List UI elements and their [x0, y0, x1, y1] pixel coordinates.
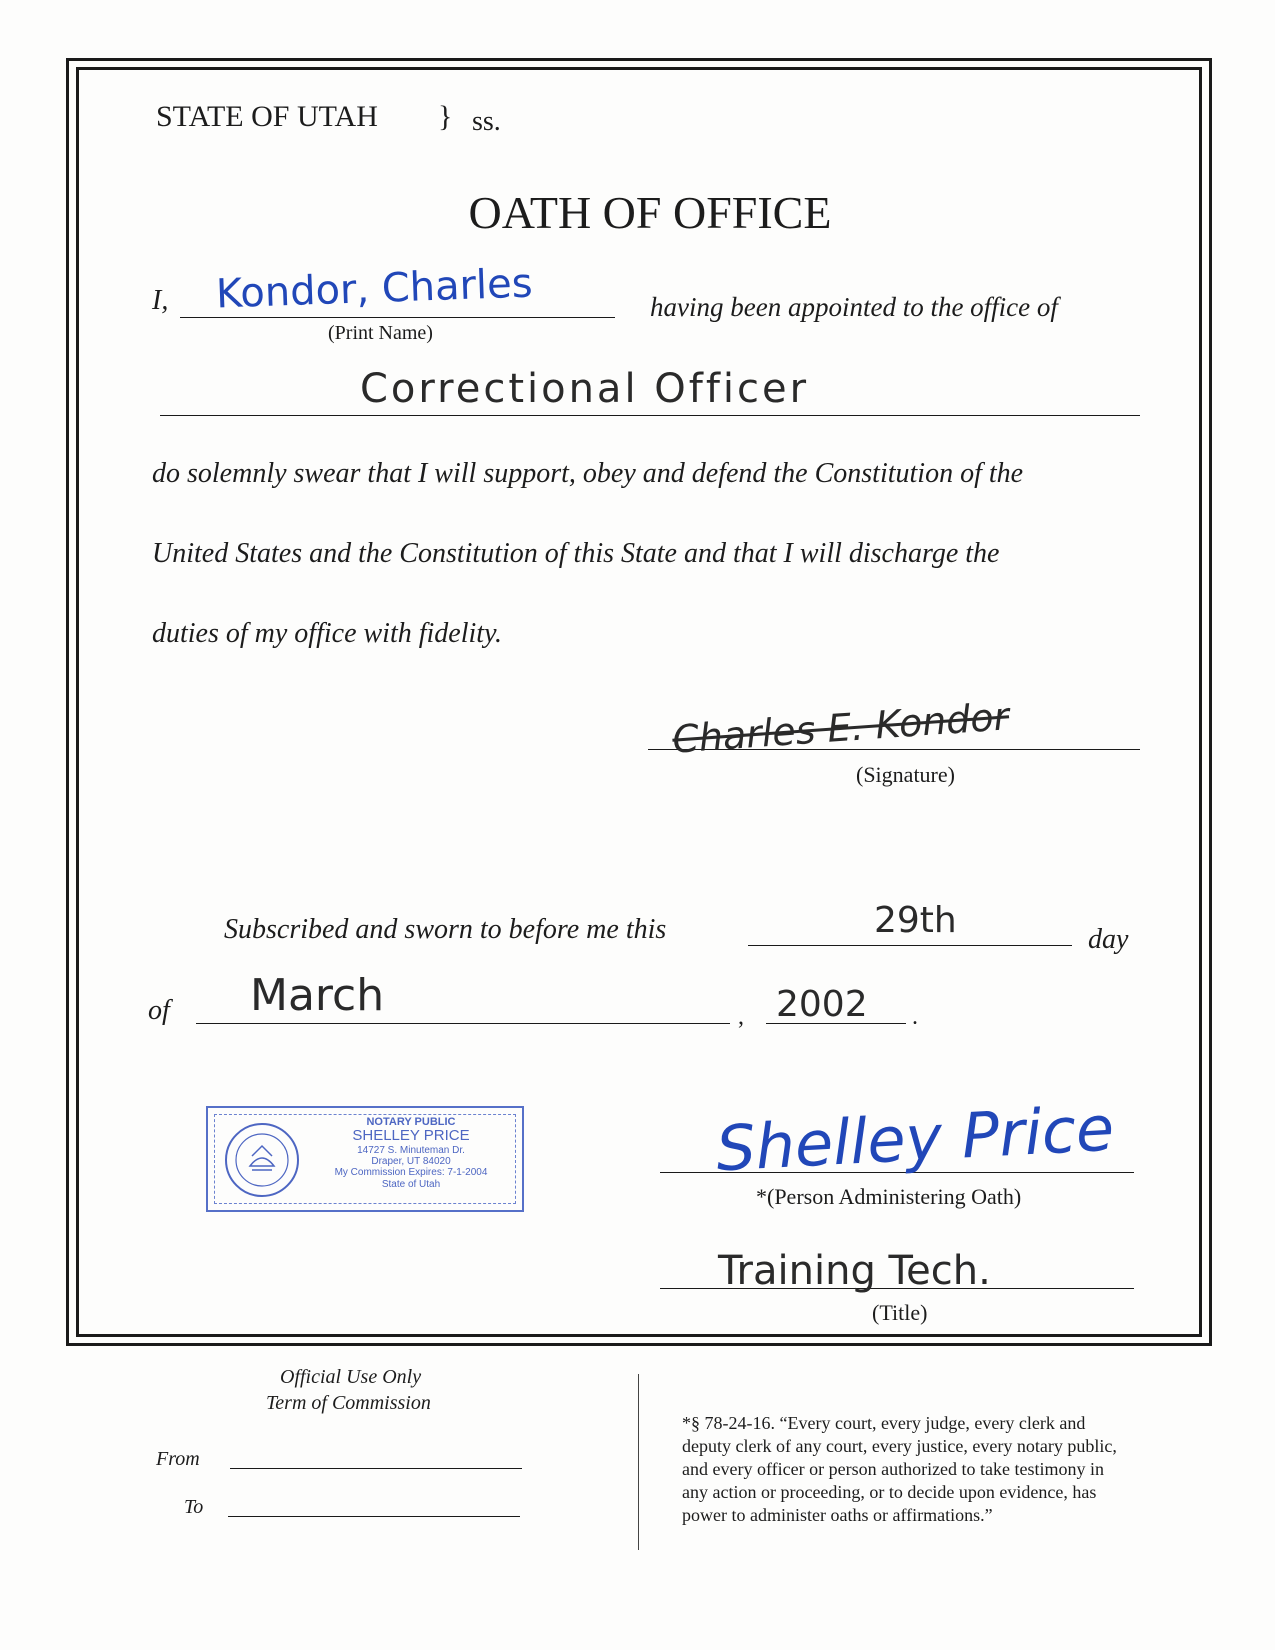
oath-body-line-3: duties of my office with fidelity. — [152, 618, 502, 649]
printed-name-handwriting: Kondor, Charles — [215, 260, 534, 318]
to-line — [228, 1516, 520, 1517]
term-of-commission-heading: Term of Commission — [266, 1392, 431, 1414]
section-divider — [638, 1374, 639, 1550]
statute-line-2: deputy clerk of any court, every justice, every notary public, — [682, 1436, 1117, 1456]
administrator-caption: *(Person Administering Oath) — [756, 1184, 1022, 1209]
from-label: From — [156, 1448, 200, 1470]
subscribed-text: Subscribed and sworn to before me this — [224, 914, 667, 945]
stamp-line-3: 14727 S. Minuteman Dr. — [357, 1145, 465, 1157]
stamp-line-5: My Commission Expires: 7-1-2004 — [334, 1167, 488, 1179]
comma: , — [738, 1004, 744, 1030]
month-handwriting: March — [250, 970, 385, 1021]
intro-i: I, — [152, 285, 169, 316]
from-line — [230, 1468, 522, 1469]
month-line — [196, 1023, 730, 1024]
title-handwriting: Training Tech. — [718, 1248, 991, 1294]
stamp-line-4: Draper, UT 84020 — [371, 1156, 451, 1168]
notary-stamp — [206, 1106, 524, 1212]
oath-body-line-1: do solemnly swear that I will support, obey and defend the Constitution of the — [152, 458, 1024, 489]
state-seal-icon — [222, 1120, 302, 1200]
statute-line-3: and every officer or person authorized to take testimony in — [682, 1459, 1105, 1479]
signature-caption: (Signature) — [856, 762, 955, 787]
period: . — [912, 1004, 918, 1030]
state-label: STATE OF UTAH — [156, 100, 378, 133]
day-handwriting: 29th — [874, 900, 957, 941]
appointed-text: having been appointed to the office of — [650, 292, 1058, 322]
office-handwriting: Correctional Officer — [360, 366, 810, 412]
name-line — [180, 317, 615, 318]
stamp-line-2: SHELLEY PRICE — [352, 1127, 470, 1145]
brace: } — [438, 100, 453, 133]
year-handwriting: 2002 — [776, 984, 868, 1025]
stamp-text — [304, 1116, 518, 1190]
page-title: OATH OF OFFICE — [468, 187, 832, 238]
statute-line-1: *§ 78-24-16. “Every court, every judge, every clerk and — [682, 1413, 1086, 1433]
oath-body-line-2: United States and the Constitution of this State and that I will discharge the — [152, 538, 1000, 569]
print-name-caption: (Print Name) — [328, 322, 433, 344]
stamp-line-1: NOTARY PUBLIC — [366, 1116, 456, 1128]
signature-handwriting: Charles E. Kondor — [670, 694, 1011, 762]
day-word: day — [1088, 924, 1129, 955]
statute-line-5: power to administer oaths or affirmations.” — [682, 1505, 993, 1525]
of-word: of — [148, 995, 170, 1026]
ss-label: ss. — [472, 106, 501, 137]
statute-note — [682, 1412, 1117, 1527]
to-label: To — [184, 1496, 204, 1518]
title-caption: (Title) — [872, 1300, 928, 1325]
stamp-line-6: State of Utah — [381, 1178, 441, 1190]
day-line — [748, 945, 1072, 946]
administrator-signature: Shelley Price — [714, 1091, 1116, 1186]
official-use-heading: Official Use Only — [280, 1366, 422, 1388]
office-line — [160, 415, 1140, 416]
statute-line-4: any action or proceeding, or to decide upon evidence, has — [682, 1482, 1097, 1502]
